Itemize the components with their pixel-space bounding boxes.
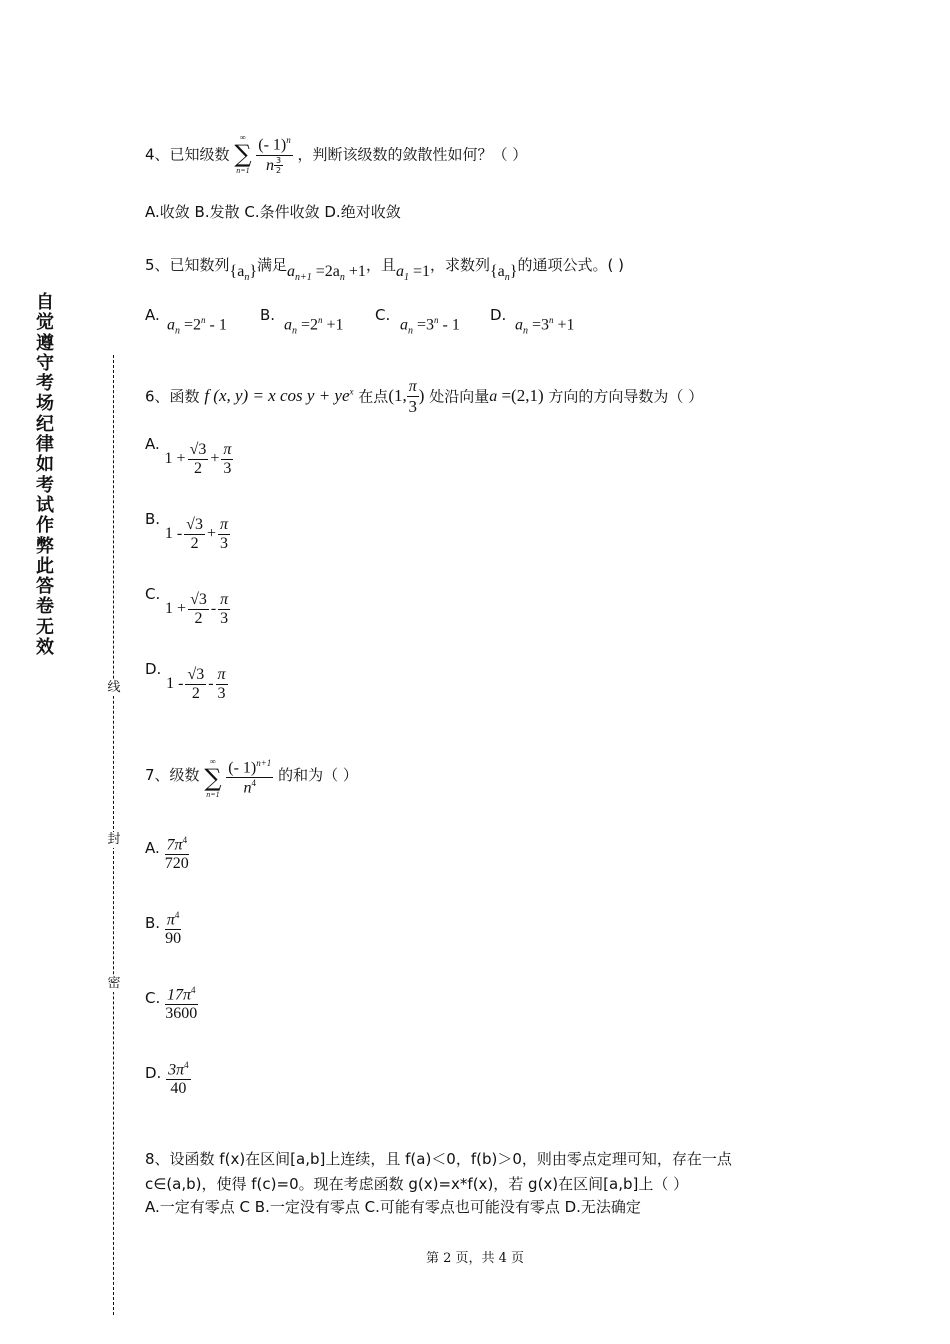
question-5	[145, 254, 624, 283]
q6-opt-root: √3	[190, 591, 207, 608]
q7-opt-label: C.	[145, 989, 161, 1007]
notice-char: 答	[36, 576, 54, 598]
q7-option-b	[145, 910, 181, 948]
q6-opt-op: +	[210, 450, 220, 468]
q6-opt-pden: 3	[220, 610, 229, 627]
q5-opt-tail: +1	[553, 316, 575, 334]
q6-func-text: f (x, y) = x cos y + ye	[204, 386, 350, 406]
q6-pt-frac	[407, 378, 419, 417]
q6-opt-den: 2	[194, 610, 203, 627]
q6-pt-den: 3	[408, 397, 417, 416]
q6-vec-val: =(2,1)	[497, 386, 544, 406]
q5-rec-sub2: n	[339, 272, 345, 284]
q6-opt-label: B.	[145, 510, 161, 528]
q5-opt-a: a	[400, 316, 408, 334]
q5-opt-exp: n	[318, 315, 323, 325]
q6-opt-pi-frac	[218, 516, 230, 553]
q7-sum-bottom: n=1	[206, 790, 220, 799]
notice-char: 遵	[36, 332, 54, 354]
notice-char: 无	[36, 616, 54, 638]
q6-opt-pnum: π	[223, 441, 232, 458]
q6-mid2: 处沿向量	[429, 387, 490, 406]
q6-pt-open: (1,	[388, 386, 407, 406]
q6-opt-root-frac	[185, 666, 206, 703]
q5-mid3: ，求数列	[429, 256, 490, 274]
q6-opt-den: 2	[191, 685, 200, 702]
q5-opt-formula	[284, 315, 344, 337]
q6-opt-formula	[166, 666, 227, 703]
seal-label-line: 线	[107, 680, 121, 695]
q5-option-a	[145, 306, 227, 337]
q5-suffix: 的通项公式。( )	[517, 256, 624, 274]
q6-suffix: 方向的方向导数为（ ）	[548, 387, 704, 406]
q6-opt-root-frac	[188, 591, 209, 628]
q5-init-eq: =1	[408, 263, 430, 280]
q5-rec-eq: =2a	[311, 263, 340, 280]
notice-char: 此	[36, 555, 54, 577]
sigma-icon: ∑	[234, 140, 252, 168]
notice-char: 考	[36, 474, 54, 496]
q6-opt-label: A.	[145, 435, 160, 453]
q4-num-exp: n	[286, 135, 291, 146]
q5-sequence	[229, 263, 258, 284]
q6-opt-lead: 1 -	[166, 675, 184, 693]
q5-opt-sub: n	[175, 325, 180, 337]
q8-line-2: c∈(a,b)，使得 f(c)=0。现在考虑函数 g(x)=x*f(x)，若 g(x)在区间[a,b]上（ ）	[145, 1175, 689, 1193]
notice-char: 考	[36, 373, 54, 395]
q6-pt-num: π	[408, 378, 417, 395]
q5-option-d	[490, 306, 575, 337]
q5-seq2-sub: n	[504, 272, 510, 284]
q6-opt-root: √3	[187, 666, 205, 683]
q5-opt-a: a	[284, 316, 292, 334]
q6-opt-op: +	[206, 525, 216, 543]
q5-seq2-open: {a	[490, 263, 505, 280]
q6-opt-pnum: π	[217, 666, 226, 683]
q4-den-exp-num: 3	[275, 155, 282, 165]
q5-rec-plus: +1	[344, 263, 366, 280]
q5-init-sub: 1	[403, 272, 409, 284]
q7-fraction	[226, 758, 273, 798]
notice-char: 守	[36, 352, 54, 374]
q4-sum-bottom: n=1	[236, 166, 250, 175]
q4-fraction	[256, 135, 292, 174]
q5-opt-label: D.	[490, 306, 507, 324]
question-7	[145, 758, 358, 800]
q7-option-a	[145, 835, 189, 873]
q7-opt-frac	[166, 1060, 191, 1098]
q5-opt-a: a	[167, 316, 175, 334]
q5-opt-exp: n	[549, 315, 554, 325]
q7-opt-num	[165, 835, 190, 855]
q4-sum-symbol	[234, 134, 251, 176]
q6-opt-pi-frac	[216, 666, 228, 703]
q5-opt-tail: - 1	[205, 316, 227, 334]
notice-char: 觉	[36, 312, 54, 334]
q5-rec-sub1: n+1	[295, 272, 312, 284]
q5-opt-tail: - 1	[438, 316, 460, 334]
q6-option-a	[145, 435, 233, 478]
q6-func-exp: x	[349, 386, 354, 397]
notice-char: 卷	[36, 596, 54, 618]
q5-rec-a: a	[287, 263, 296, 280]
seal-label-secret: 密	[107, 976, 121, 991]
q4-sum-top: ∞	[240, 133, 246, 142]
q8-line-1: 8、设函数 f(x)在区间[a,b]上连续，且 f(a)＜0，f(b)＞0，则由零点定理可知，存在一点	[145, 1150, 732, 1168]
q6-opt-root: √3	[186, 516, 203, 533]
sigma-icon: ∑	[204, 764, 222, 792]
q6-prefix: 6、函数	[145, 387, 200, 406]
q6-point	[388, 378, 425, 416]
q7-opt-frac	[165, 910, 182, 948]
q6-opt-label: C.	[145, 585, 161, 603]
q6-opt-lead: 1 -	[164, 525, 183, 543]
q7-opt-exp: 4	[182, 835, 188, 845]
q7-num-text: (- 1)	[228, 759, 257, 777]
q7-numerator	[226, 758, 273, 778]
notice-char: 律	[36, 434, 54, 456]
notice-char: 试	[36, 494, 54, 516]
q7-opt-frac	[165, 835, 190, 873]
question-4	[145, 134, 527, 176]
q6-opt-pi-frac	[221, 441, 233, 478]
q6-opt-pden: 3	[217, 685, 226, 702]
q4-prefix: 4、已知级数	[145, 145, 230, 164]
q6-pt-close: )	[418, 386, 425, 406]
q5-opt-a: a	[515, 316, 523, 334]
q6-option-d	[145, 660, 228, 703]
q5-opt-sub: n	[408, 325, 413, 337]
q7-prefix: 7、级数	[145, 766, 200, 784]
q7-opt-exp: 4	[191, 985, 196, 995]
q5-init-a: a	[395, 263, 404, 280]
q7-opt-num-text: 17π	[167, 986, 192, 1004]
q6-opt-formula	[165, 516, 230, 553]
q5-sequence-2	[490, 263, 518, 284]
q7-opt-frac	[165, 985, 198, 1023]
notice-char: 如	[36, 454, 54, 476]
notice-char: 纪	[36, 413, 54, 435]
q5-opt-label: B.	[260, 306, 276, 324]
q4-den-exp-den: 2	[275, 165, 282, 175]
q4-den-text: n	[265, 156, 274, 174]
q6-opt-op: -	[208, 675, 214, 693]
q7-den-text: n	[243, 779, 252, 797]
q6-opt-root-frac	[184, 516, 205, 553]
q7-opt-num	[165, 910, 182, 930]
q6-vector	[489, 386, 543, 405]
q5-seq2-close: }	[509, 263, 518, 280]
q6-opt-root-frac	[188, 441, 209, 478]
q5-initial	[395, 263, 430, 284]
q4-den-exp	[274, 156, 283, 175]
q6-opt-formula	[165, 591, 230, 628]
q7-opt-den: 90	[165, 930, 182, 948]
q5-seq-sub: n	[244, 272, 250, 284]
q6-opt-lead: 1 +	[165, 600, 187, 618]
q5-opt-exp: n	[434, 315, 439, 325]
q7-num-exp: n+1	[256, 758, 272, 768]
q5-opt-label: C.	[375, 306, 391, 324]
q6-opt-pden: 3	[223, 460, 232, 477]
q4-num-text: (- 1)	[258, 136, 287, 154]
q5-mid2: ，且	[365, 256, 396, 274]
q7-sum-top: ∞	[210, 757, 216, 766]
q5-mid1: 满足	[257, 256, 288, 274]
q5-opt-exp: n	[201, 315, 206, 325]
page-footer: 第 2 页，共 4 页	[425, 1251, 525, 1266]
q5-opt-eq: =3	[413, 316, 435, 334]
q7-opt-label: A.	[145, 839, 160, 857]
notice-char: 弊	[36, 535, 54, 557]
q6-opt-label: D.	[145, 660, 162, 678]
q6-opt-formula	[165, 441, 234, 478]
question-8	[145, 1147, 732, 1220]
q5-opt-formula	[515, 315, 575, 337]
q7-suffix: 的和为（ ）	[278, 766, 358, 784]
q5-option-c	[375, 306, 460, 337]
q5-opt-sub: n	[292, 325, 297, 337]
q7-opt-exp: 4	[184, 1060, 189, 1070]
q7-opt-den: 3600	[165, 1005, 198, 1023]
q6-opt-pnum: π	[219, 516, 228, 533]
q5-seq-close: }	[249, 263, 258, 280]
q7-opt-exp: 4	[174, 910, 180, 920]
q6-opt-den: 2	[190, 535, 199, 552]
q7-opt-num	[166, 1060, 191, 1080]
q5-opt-eq: =2	[180, 316, 202, 334]
q7-sum-symbol	[204, 758, 221, 800]
q6-opt-op: -	[210, 600, 217, 618]
q6-opt-pden: 3	[219, 535, 228, 552]
q5-opt-eq: =2	[297, 316, 319, 334]
notice-char: 场	[36, 393, 54, 415]
q8-options: A.一定有零点 C B.一定没有零点 C.可能有零点也可能没有零点 D.无法确定	[145, 1198, 641, 1216]
q6-function	[204, 386, 353, 405]
notice-char: 自	[36, 292, 54, 313]
notice-char: 效	[36, 637, 54, 659]
q5-opt-sub: n	[523, 325, 528, 337]
q6-opt-pi-frac	[218, 591, 230, 628]
q7-option-d	[145, 1060, 191, 1098]
exam-integrity-notice	[32, 293, 58, 658]
q5-opt-eq: =3	[528, 316, 550, 334]
q5-seq-open: {a	[229, 263, 245, 280]
q5-prefix: 5、已知数列	[145, 256, 230, 274]
question-6	[145, 378, 703, 417]
q7-denominator	[226, 778, 273, 797]
notice-char: 作	[36, 515, 54, 537]
q7-opt-den: 40	[170, 1080, 187, 1098]
q7-opt-num-text: 7π	[166, 836, 183, 854]
q5-option-b	[260, 306, 344, 337]
q6-option-b	[145, 510, 230, 553]
q6-opt-pnum: π	[220, 591, 229, 608]
q5-opt-tail: +1	[322, 316, 344, 334]
q5-opt-formula	[400, 315, 460, 337]
q6-opt-den: 2	[193, 460, 202, 477]
q7-opt-label: B.	[145, 914, 161, 932]
q6-mid1: 在点	[358, 387, 389, 406]
q7-opt-den: 720	[164, 855, 189, 873]
q5-recurrence	[287, 263, 366, 284]
q7-opt-label: D.	[145, 1064, 162, 1082]
q4-numerator	[256, 135, 292, 155]
seal-label-seal: 封	[107, 832, 121, 847]
q4-options: A.收敛 B.发散 C.条件收敛 D.绝对收敛	[145, 203, 401, 221]
q5-opt-label: A.	[145, 306, 160, 324]
q4-denominator	[256, 156, 292, 175]
q7-opt-num-text: π	[166, 911, 175, 929]
q5-opt-formula	[167, 315, 227, 337]
q6-vec-name: a	[489, 388, 498, 406]
q7-den-exp: 4	[251, 778, 257, 789]
q6-opt-lead: 1 +	[164, 450, 186, 468]
q4-suffix: ，判断该级数的敛散性如何？（ ）	[297, 145, 528, 164]
q6-opt-root: √3	[189, 441, 207, 458]
q6-option-c	[145, 585, 230, 628]
q7-opt-num	[165, 985, 198, 1005]
q7-option-c	[145, 985, 198, 1023]
q7-opt-num-text: 3π	[168, 1061, 185, 1079]
